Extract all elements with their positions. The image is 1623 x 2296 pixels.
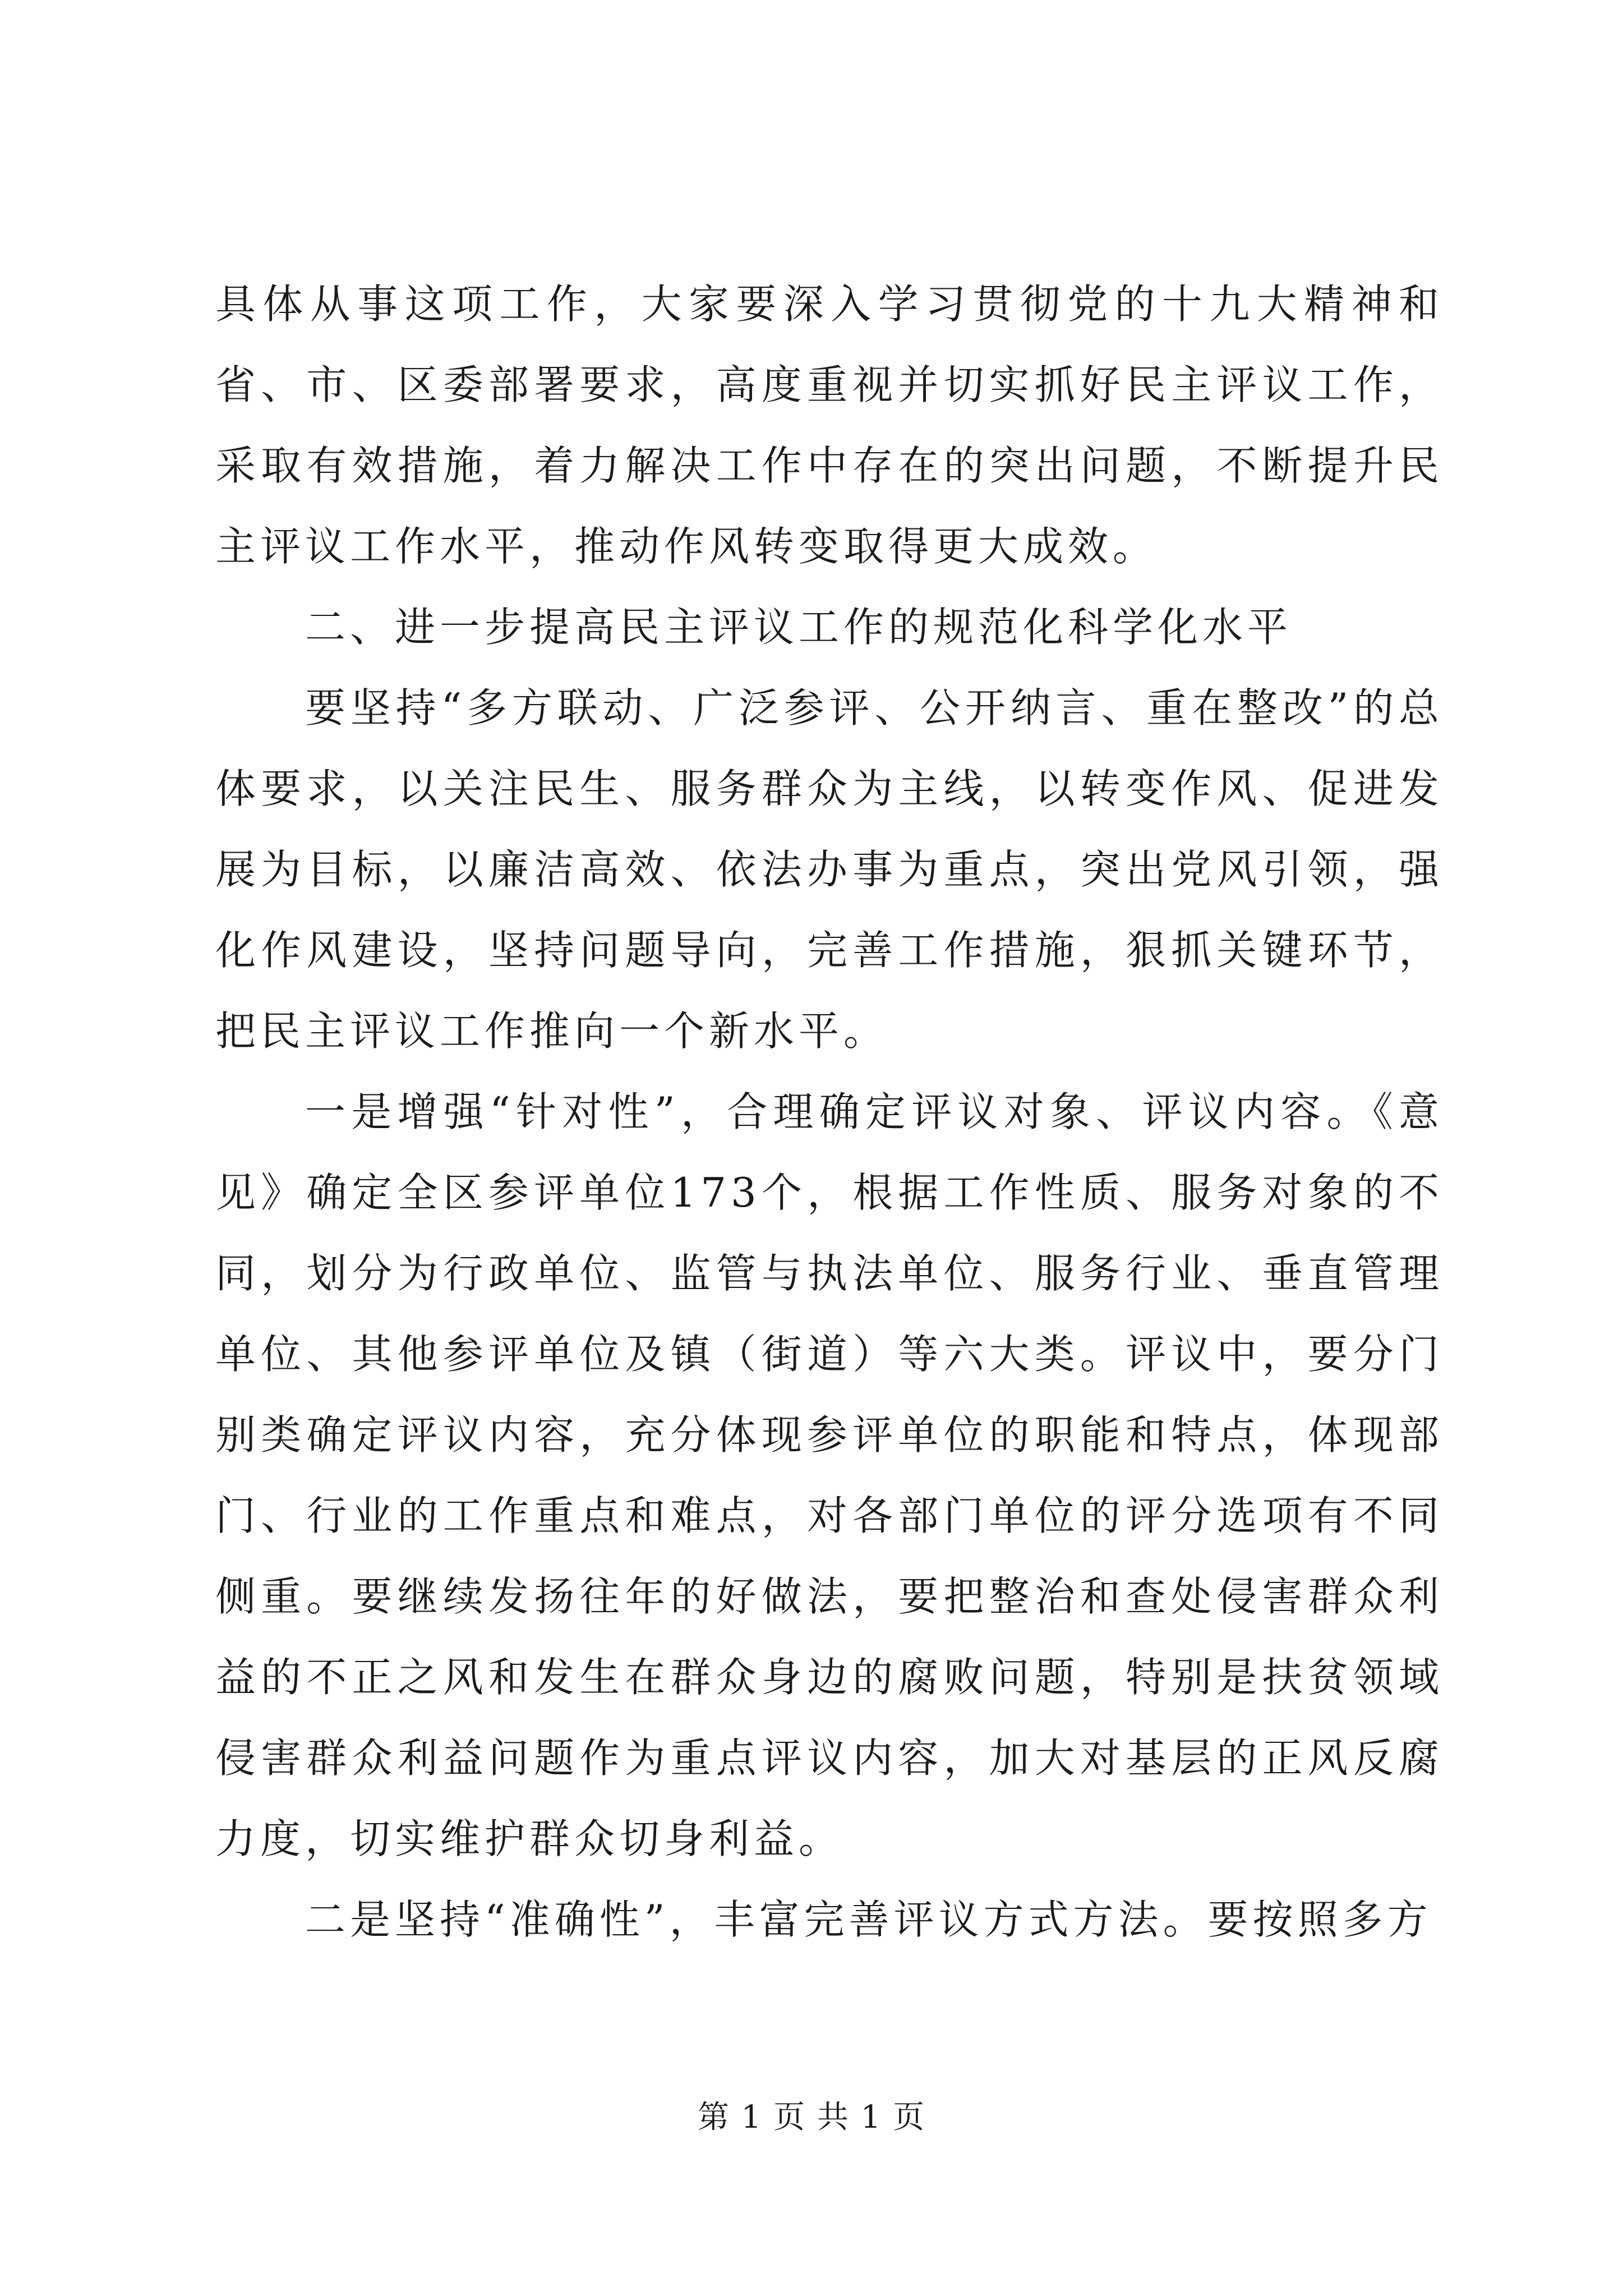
paragraph-2: 要坚持“多方联动、广泛参评、公开纳言、重在整改”的总体要求，以关注民生、服务群众为主线，以转变作风、促进发展为目标，以廉洁高效、依法办事为重点，突出党风引领，强化作风建设，坚持问题导向，完善工作措施，狠抓关键环节，把民主评议工作推向一个新水平。 (215, 684, 1444, 1055)
document-body (215, 264, 1444, 1960)
paragraph-1: 具体从事这项工作，大家要深入学习贯彻党的十九大精神和省、市、区委部署要求，高度重视并切实抓好民主评议工作，采取有效措施，着力解决工作中存在的突出问题，不断提升民主评议工作水平，推动作风转变取得更大成效。 (215, 280, 1444, 570)
paragraph-4: 二是坚持“准确性”，丰富完善评议方式方法。要按照多方 (305, 1896, 1432, 1943)
page-footer: 第 1 页 共 1 页 (697, 2099, 926, 2136)
section-heading: 二、进一步提高民主评议工作的规范化科学化水平 (305, 604, 1293, 651)
paragraph-3: 一是增强“针对性”，合理确定评议对象、评议内容。《意见》确定全区参评单位173个，根据工作性质、服务对象的不同，划分为行政单位、监管与执法单位、服务行业、垂直管理单位、其他参评单位及镇（街道）等六大类。评议中，要分门别类确定评议内容，充分体现参评单位的职能和特点，体现部门、行业的工作重点和难点，对各部门单位的评分选项有不同侧重。要继续发扬往年的好做法，要把整治和查处侵害群众利益的不正之风和发生在群众身边的腐败问题，特别是扶贫领域侵害群众利益问题作为重点评议内容，加大对基层的正风反腐力度，切实维护群众切身利益。 (215, 1088, 1444, 1862)
